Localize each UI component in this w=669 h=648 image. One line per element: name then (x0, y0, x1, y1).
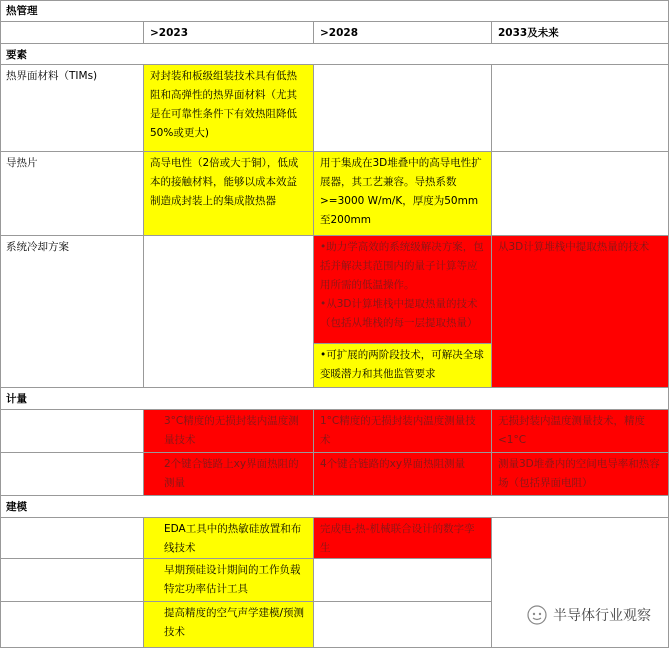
cell-spreader-2033 (492, 152, 669, 236)
cell-m2-2033: 测量3D堆叠内的空间电导率和热容场（包括界面电阻） (492, 453, 669, 496)
cell-e2-2028 (314, 559, 492, 602)
cell-tim-2028 (314, 65, 492, 152)
cell-cooling-2028-a: •助力学高效的系统级解决方案，包括并解决其范围内的量子计算等应用所需的低温操作。 •从3D计算堆栈中提取热量的技术（包括从堆栈的每一层提取热量） (314, 236, 492, 344)
cell-e3-2028 (314, 602, 492, 648)
cell-cooling-2033: 从3D计算堆栈中提取热量的技术 (492, 236, 669, 388)
header-2028: >2028 (314, 22, 492, 44)
cell-tim-2033 (492, 65, 669, 152)
cell-e2-2023: 早期预硅设计期间的工作负载特定功率估计工具 (144, 559, 314, 602)
row-label-cooling: 系统冷却方案 (0, 236, 144, 388)
header-2033: 2033及未来 (492, 22, 669, 44)
cell-e1-2033 (492, 518, 669, 648)
section-metrology: 计量 (0, 388, 669, 410)
row-label-spreader: 导热片 (0, 152, 144, 236)
cell-m2-2028: 4个键合链路的xy界面热阻测量 (314, 453, 492, 496)
cell-m2-2023: 2个键合链路上xy界面热阻的测量 (144, 453, 314, 496)
section-elements: 要素 (0, 44, 669, 65)
header-empty (0, 22, 144, 44)
row-label-m1 (0, 410, 144, 453)
header-2023: >2023 (144, 22, 314, 44)
cell-spreader-2023: 高导电性（2倍或大于铜），低成本的接触材料，能够以成本效益制造成封装上的集成散热器 (144, 152, 314, 236)
cell-cooling-2023 (144, 236, 314, 388)
wechat-icon (527, 605, 547, 625)
row-label-e2 (0, 559, 144, 602)
row-label-e1 (0, 518, 144, 559)
cell-cooling-2028-b: •可扩展的两阶段技术，可解决全球变暖潜力和其他监管要求 (314, 344, 492, 388)
table-title: 热管理 (0, 0, 669, 22)
watermark (523, 602, 655, 628)
row-label-m2 (0, 453, 144, 496)
row-label-tim: 热界面材料（TIMs) (0, 65, 144, 152)
cell-m1-2028: 1°C精度的无损封装内温度测量技术 (314, 410, 492, 453)
section-modeling: 建模 (0, 496, 669, 518)
cell-e3-2023: 提高精度的空气声学建模/预测技术 (144, 602, 314, 648)
cell-spreader-2028: 用于集成在3D堆叠中的高导电性扩展器，其工艺兼容。导热系数>=3000 W/m/K，厚度为50mm至200mm (314, 152, 492, 236)
cell-e1-2028: 完成电-热-机械联合设计的数字孪生 (314, 518, 492, 559)
row-label-e3 (0, 602, 144, 648)
cell-e1-2023: EDA工具中的热敏硅放置和布线技术 (144, 518, 314, 559)
watermark-text: 半导体行业观察 (553, 608, 651, 624)
cell-m1-2033: 无损封装内温度测量技术，精度<1°C (492, 410, 669, 453)
cell-tim-2023: 对封装和板级组装技术具有低热阻和高弹性的热界面材料（尤其是在可靠性条件下有效热阻降低50%或更大) (144, 65, 314, 152)
cell-m1-2023: 3°C精度的无损封装内温度测量技术 (144, 410, 314, 453)
